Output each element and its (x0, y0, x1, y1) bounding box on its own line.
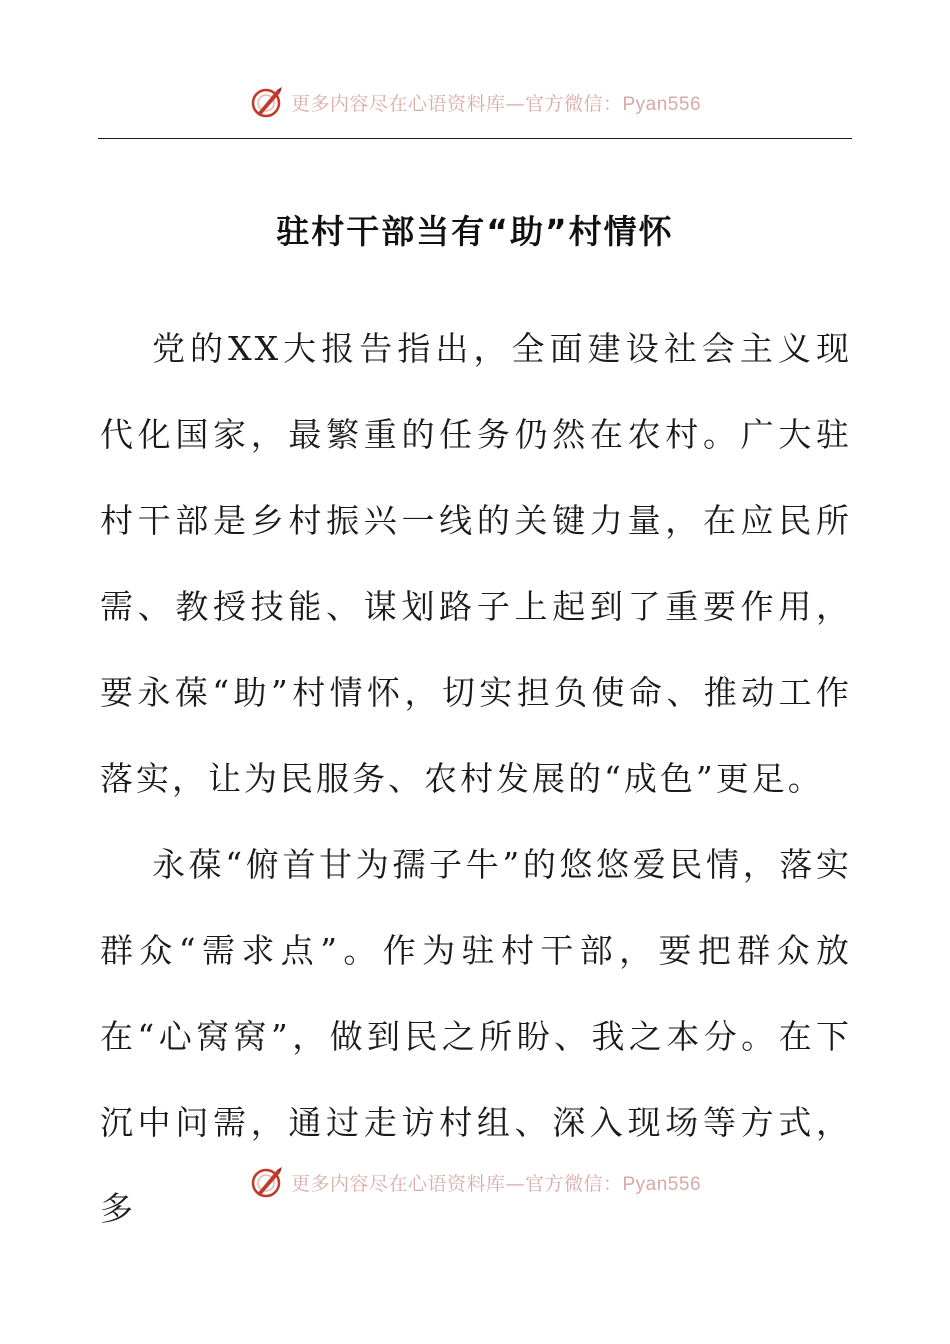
header-banner-text: 更多内容尽在心语资料库—官方微信：Pyan556 (290, 92, 702, 115)
header-divider (98, 138, 852, 139)
header-banner (0, 82, 950, 122)
paragraph-1: 党的XX大报告指出，全面建设社会主义现代化国家，最繁重的任务仍然在农村。广大驻村干部是乡村振兴一线的关键力量，在应民所需、教授技能、谋划路子上起到了重要作用，要永葆“助”村情怀，切实担负使命、推动工作落实，让为民服务、农村发展的“成色”更足。 (100, 329, 852, 798)
document-title: 驻村干部当有“助”村情怀 (276, 212, 674, 251)
footer-banner-text: 更多内容尽在心语资料库—官方微信：Pyan556 (290, 1172, 702, 1195)
pen-logo-icon (249, 84, 285, 120)
footer-banner-inner (249, 1164, 701, 1200)
paragraph-2: 永葆“俯首甘为孺子牛”的悠悠爱民情，落实群众“需求点”。作为驻村干部，要把群众放在“心窝窝”，做到民之所盼、我之本分。在下沉中问需，通过走访村组、深入现场等方式，多 (100, 845, 852, 1228)
document-body (100, 306, 852, 1252)
pen-logo-icon (249, 1164, 285, 1200)
header-banner-inner (249, 84, 701, 120)
footer-banner (0, 1162, 950, 1202)
